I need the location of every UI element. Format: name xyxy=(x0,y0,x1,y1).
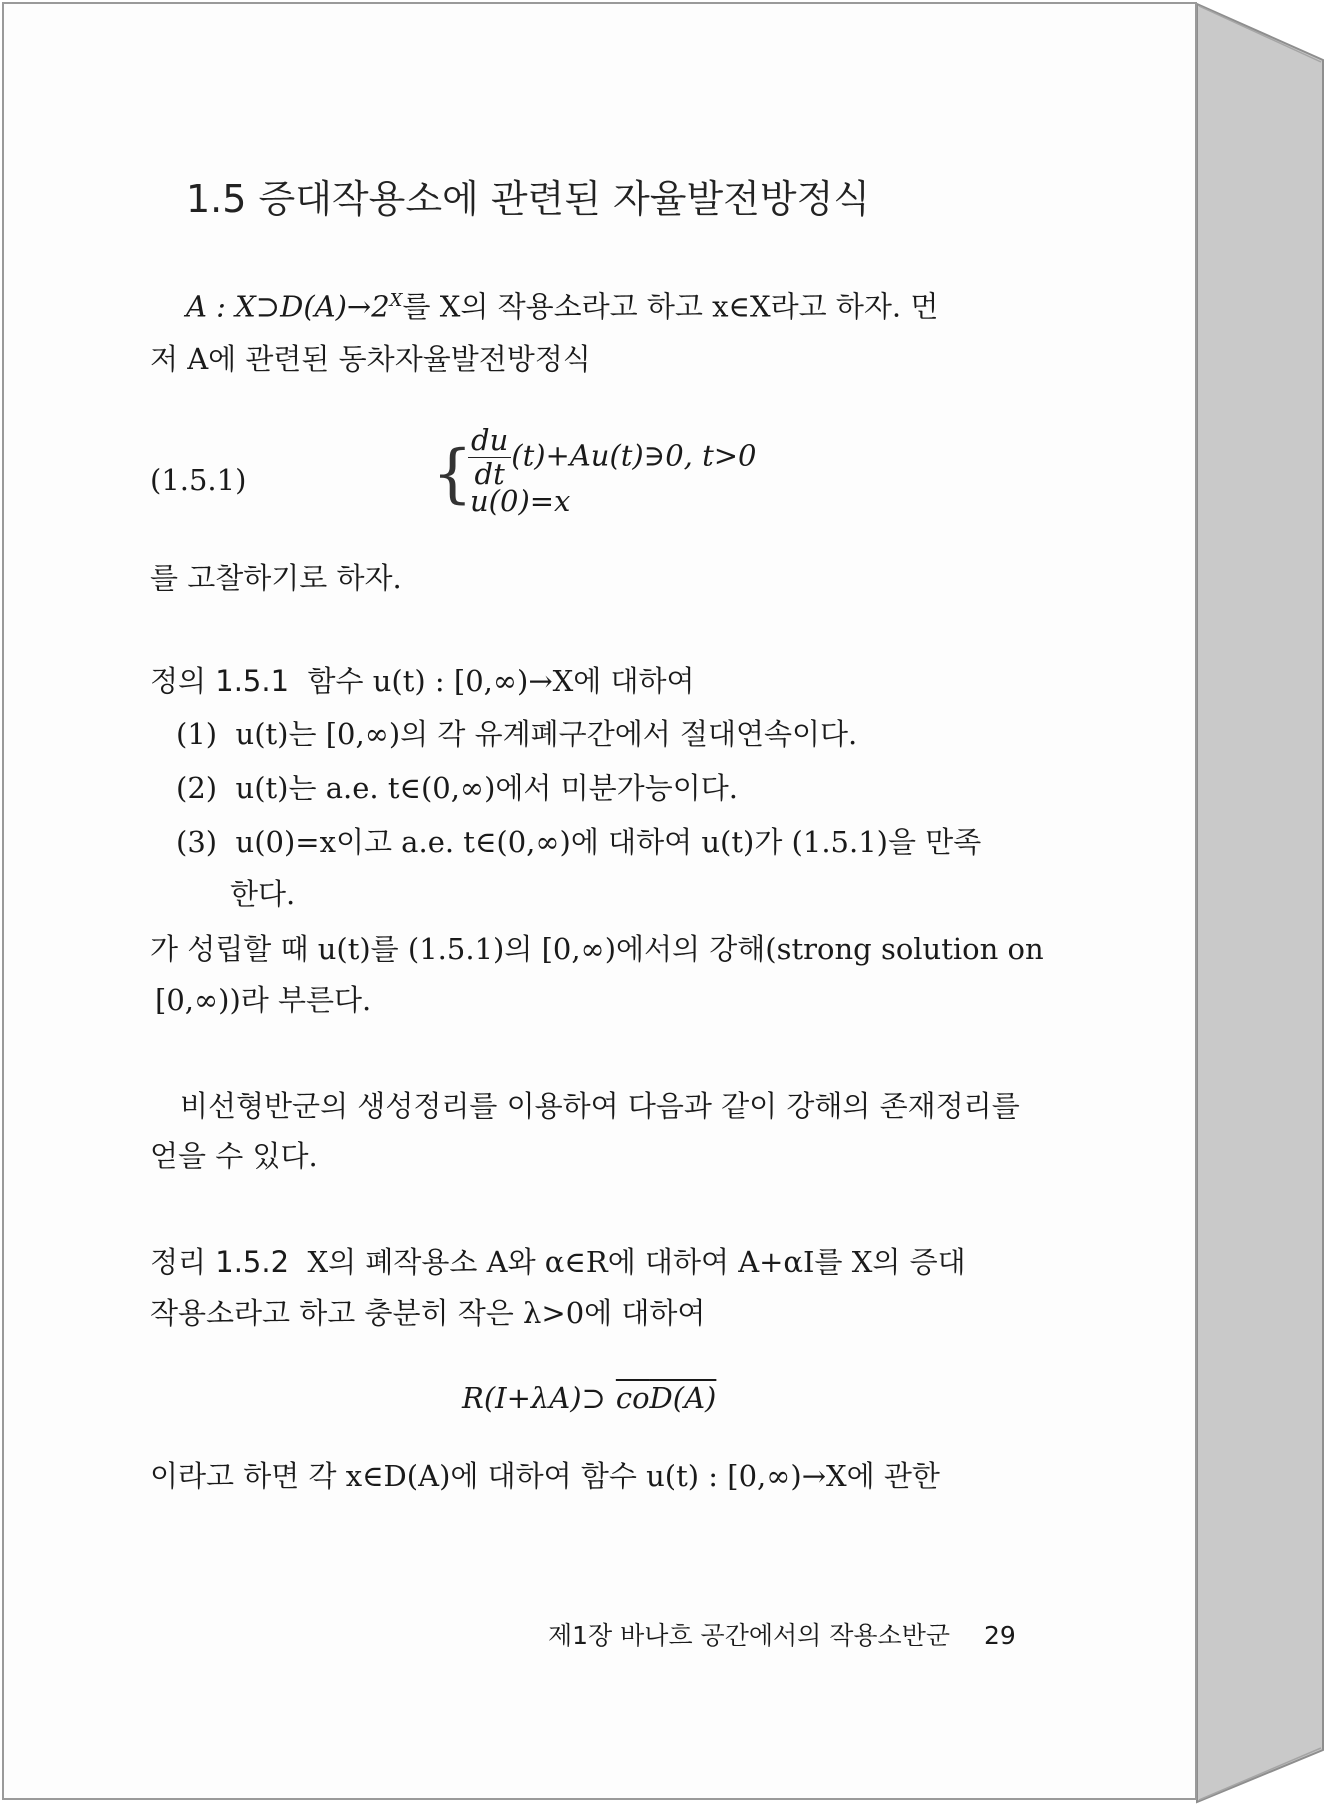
page-number: 29 xyxy=(984,1621,1016,1650)
intro-line-2: 저 A에 관련된 동차자율발전방정식 xyxy=(150,342,591,376)
definition-closing-2: [0,∞))라 부른다. xyxy=(155,983,372,1017)
definition-closing-1: 가 성립할 때 u(t)를 (1.5.1)의 [0,∞)에서의 강해(strong solution on xyxy=(150,932,1044,966)
theorem-line-2: 작용소라고 하고 충분히 작은 λ>0에 대하여 xyxy=(150,1296,706,1330)
definition-item-3 xyxy=(176,825,982,859)
equation-label: (1.5.1) xyxy=(150,463,247,497)
display-co: co xyxy=(615,1381,650,1415)
document-page xyxy=(2,2,1197,1800)
display-closure xyxy=(606,1381,717,1415)
item-number: (2) xyxy=(176,771,218,805)
definition-head-text: 함수 u(t) : [0,∞)→X에 대하여 xyxy=(307,664,695,698)
item-text: u(t)는 [0,∞)의 각 유계폐구간에서 절대연속이다. xyxy=(235,717,858,751)
intro-math: A : X⊃D(A)→2 xyxy=(186,289,390,324)
intro-sup: X xyxy=(389,290,403,311)
after-equation-text: 를 고찰하기로 하자. xyxy=(150,561,402,595)
theorem-label: 정리 1.5.2 xyxy=(150,1245,290,1279)
left-brace: { xyxy=(432,437,473,511)
fraction-denominator: dt xyxy=(474,457,505,491)
theorem-display-equation xyxy=(462,1381,717,1415)
section-title: 1.5 증대작용소에 관련된 자율발전방정식 xyxy=(186,177,870,221)
theorem-line-1 xyxy=(150,1245,966,1279)
item-text: u(t)는 a.e. t∈(0,∞)에서 미분가능이다. xyxy=(235,771,738,805)
definition-item-3-cont: 한다. xyxy=(230,877,296,911)
definition-item-1 xyxy=(176,717,858,751)
paragraph2-line-2: 얻을 수 있다. xyxy=(150,1139,318,1173)
item-number: (1) xyxy=(176,717,218,751)
equation-line-1-rest: (t)+Au(t)∋0, t>0 xyxy=(511,438,757,473)
paragraph2-line-1: 비선형반군의 생성정리를 이용하여 다음과 같이 강해의 존재정리를 xyxy=(180,1089,1020,1123)
definition-head xyxy=(150,664,695,698)
intro-text: 를 X의 작용소라고 하고 x∈X라고 하자. 먼 xyxy=(402,289,939,324)
display-left: R(I+λA)⊃ xyxy=(462,1381,606,1415)
theorem-text-1: X의 폐작용소 A와 α∈R에 대하여 A+αI를 X의 증대 xyxy=(307,1245,966,1279)
derivative-fraction xyxy=(468,423,511,491)
intro-line-1 xyxy=(186,289,939,324)
equation-line-1 xyxy=(468,423,757,491)
item-number: (3) xyxy=(176,825,218,859)
display-right: D(A) xyxy=(649,1381,717,1415)
footer-chapter: 제1장 바나흐 공간에서의 작용소반군 xyxy=(548,1621,950,1650)
item-text: u(0)=x이고 a.e. t∈(0,∞)에 대하여 u(t)가 (1.5.1)을 만족 xyxy=(235,825,982,859)
theorem-line-3: 이라고 하면 각 x∈D(A)에 대하여 함수 u(t) : [0,∞)→X에 관한 xyxy=(150,1459,940,1493)
fraction-numerator: du xyxy=(468,426,511,458)
definition-label: 정의 1.5.1 xyxy=(150,664,290,698)
equation-line-2: u(0)=x xyxy=(470,484,571,518)
definition-item-2 xyxy=(176,771,738,805)
